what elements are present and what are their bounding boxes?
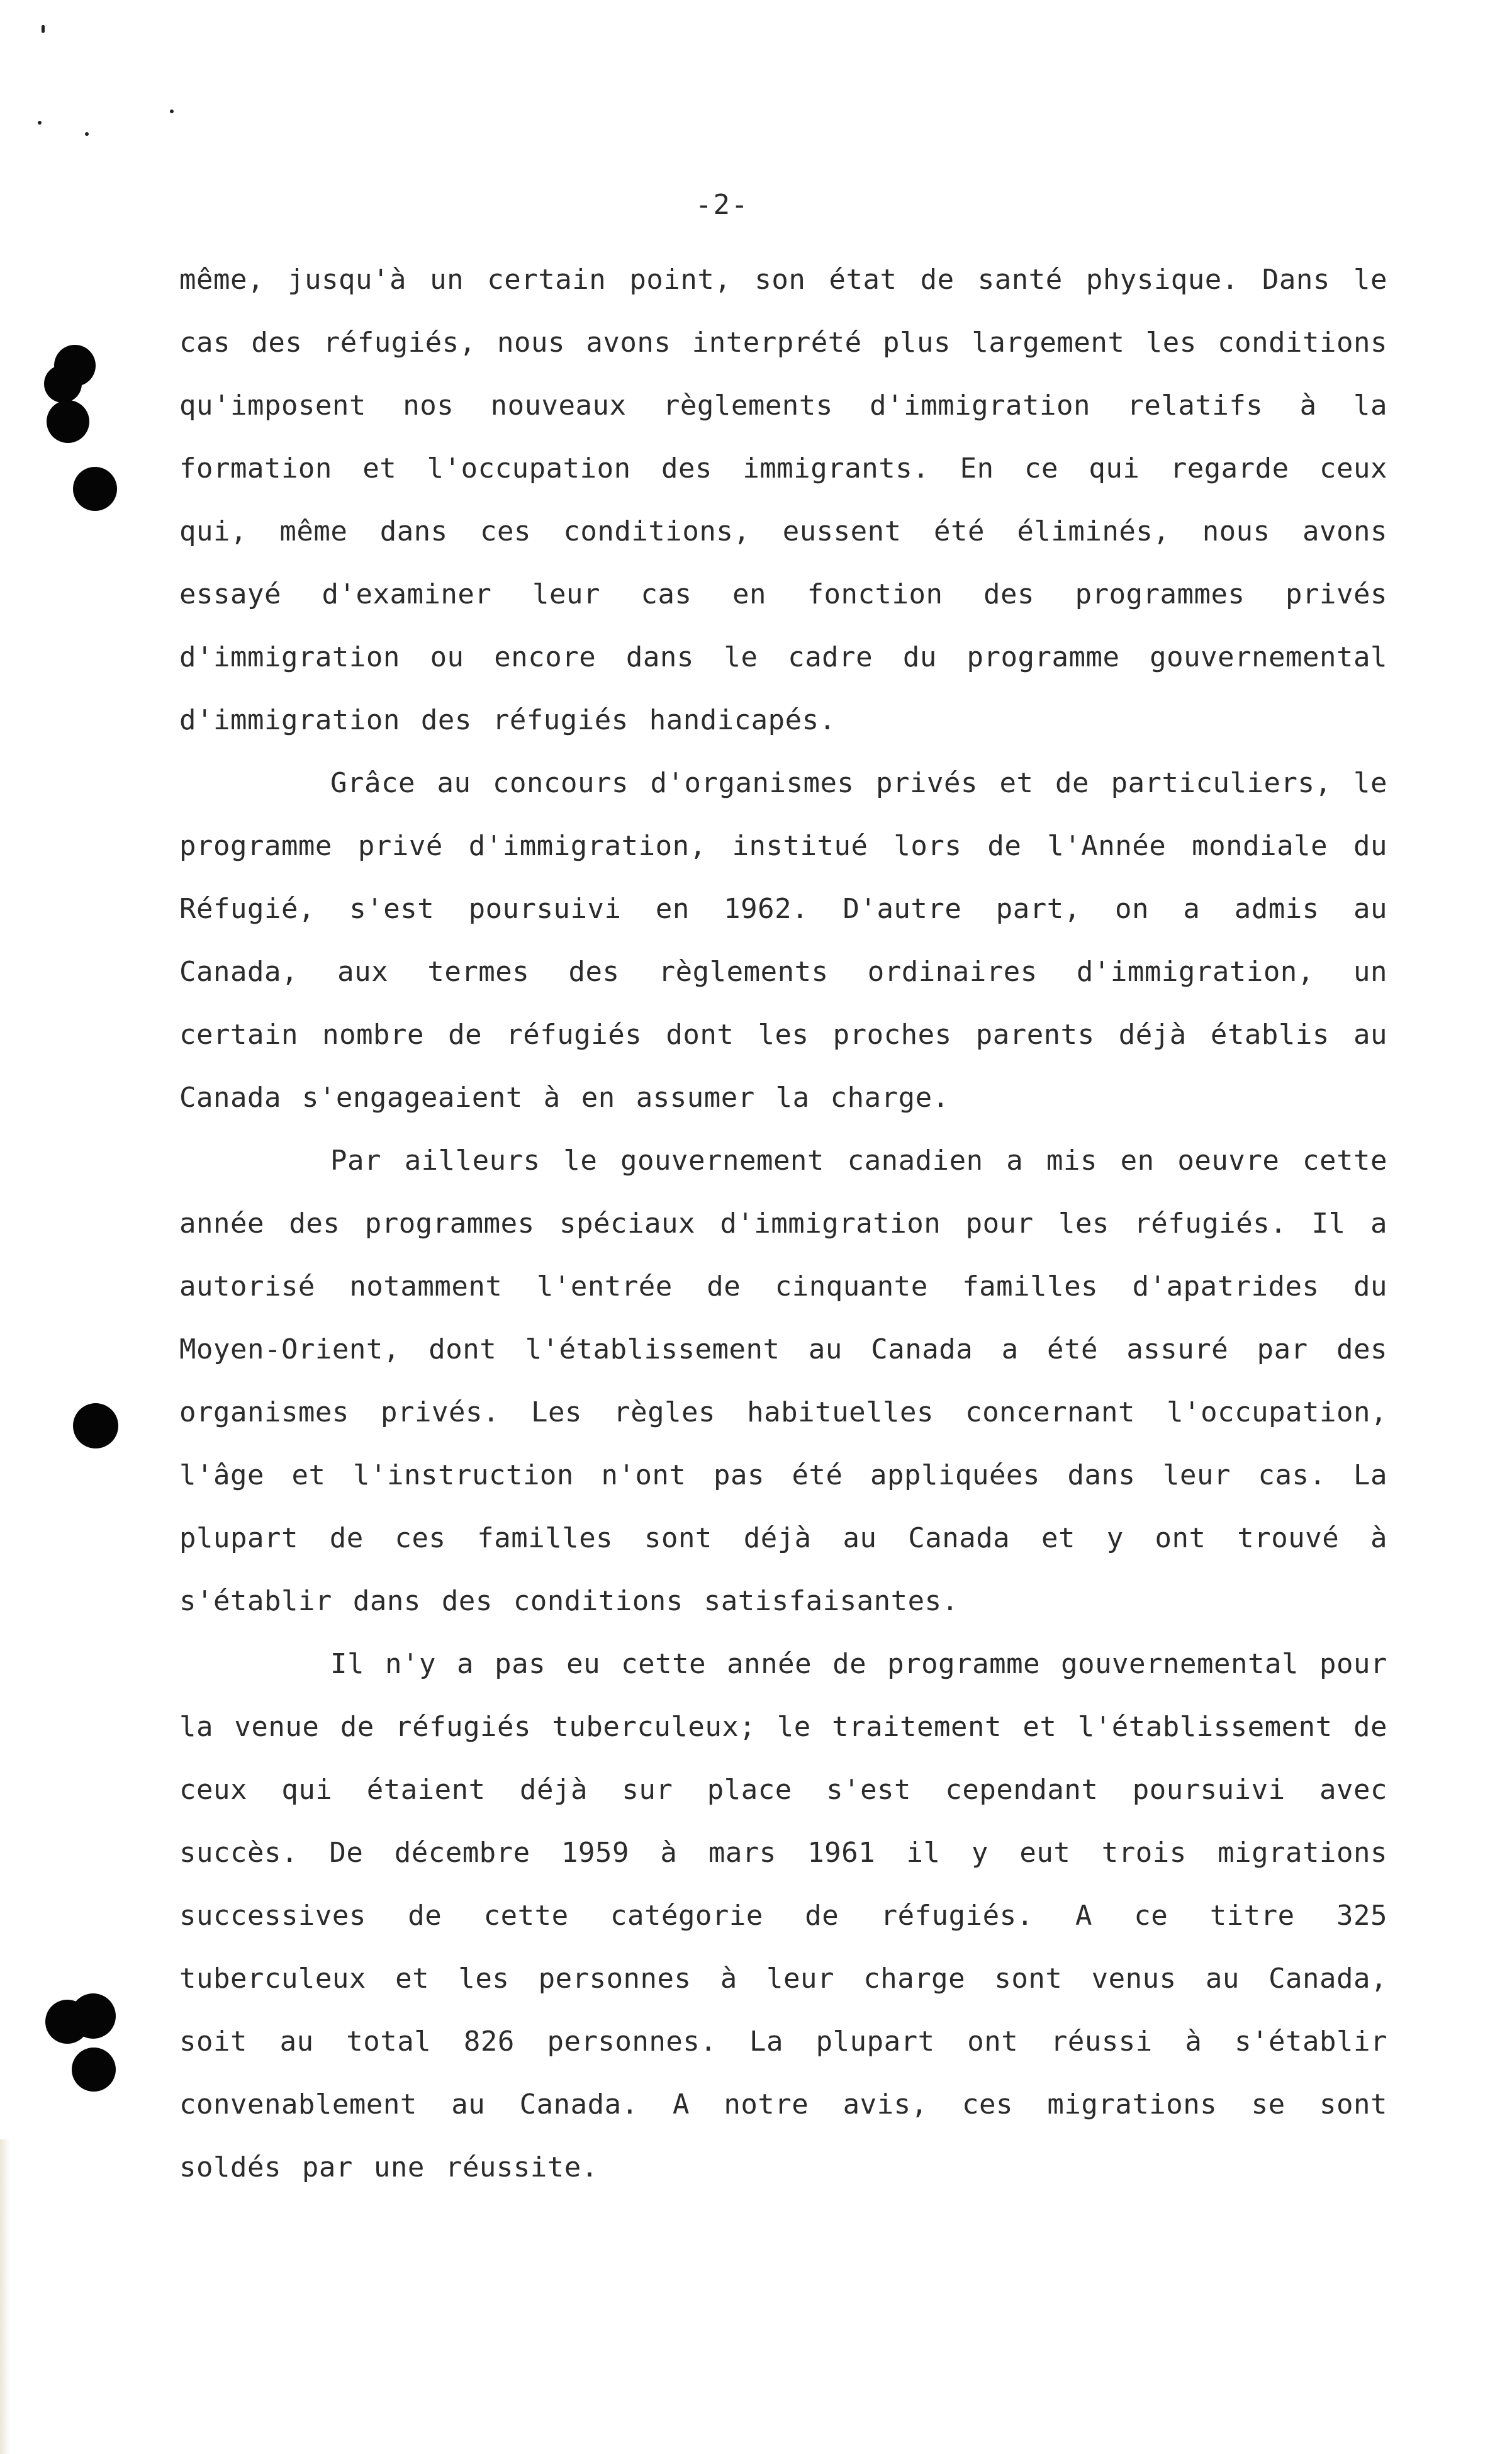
binder-hole (73, 1403, 118, 1448)
paragraph: Il n'y a pas eu cette année de programme gouvernemental pour la venue de réfugiés tuberculeux; le traitement et l'établissement de ceux qui étaient déjà sur place s'est cependant poursuivi avec succès. De décembre 1959 à mars 1961 il y eut trois migrations successives de cette catégorie de réfugiés. A ce titre 325 tuberculeux et les personnes à leur charge sont venus au Canada, soit au total 826 personnes. La plupart ont réussi à s'établir convenablement au Canada. A notre avis, ces migrations se sont soldés par une réussite. (179, 1648, 1387, 2183)
binder-hole (70, 1993, 116, 2039)
paragraph: Grâce au concours d'organismes privés et de particuliers, le programme privé d'immigration, institué lors de l'Année mondiale du Réfugié, s'est poursuivi en 1962. D'autre part, on a admis au Canada, aux termes des règlements ordinaires d'immigration, un certain nombre de réfugiés dont les proches parents déjà établis au Canada s'engageaient à en assumer la charge. (179, 767, 1387, 1114)
page-number: -2- (695, 189, 749, 221)
paper-speck (38, 121, 42, 125)
paper-speck (85, 132, 89, 136)
binder-hole (73, 467, 117, 511)
document-body (179, 249, 1387, 2199)
binder-hole (47, 400, 89, 443)
paragraph: Par ailleurs le gouvernement canadien a mis en oeuvre cette année des programmes spéciaux d'immigration pour les réfugiés. Il a autorisé notamment l'entrée de cinquante familles d'apatrides du Moyen-Orient, dont l'établissement au Canada a été assuré par des organismes privés. Les règles habituelles concernant l'occupation, l'âge et l'instruction n'ont pas été appliquées dans leur cas. La plupart de ces familles sont déjà au Canada et y ont trouvé à s'établir dans des conditions satisfaisantes. (179, 1145, 1387, 1617)
paper-speck (42, 25, 45, 33)
paragraph: même, jusqu'à un certain point, son état de santé physique. Dans le cas des réfugiés, nous avons interprété plus largement les conditions qu'imposent nos nouveaux règlements d'immigration relatifs à la formation et l'occupation des immigrants. En ce qui regarde ceux qui, même dans ces conditions, eussent été éliminés, nous avons essayé d'examiner leur cas en fonction des programmes privés d'immigration ou encore dans le cadre du programme gouvernemental d'immigration des réfugiés handicapés. (179, 264, 1387, 736)
paper-speck (170, 109, 174, 113)
paper-edge-shadow (0, 2139, 10, 2454)
binder-hole (72, 2048, 116, 2092)
binder-hole (44, 365, 82, 403)
